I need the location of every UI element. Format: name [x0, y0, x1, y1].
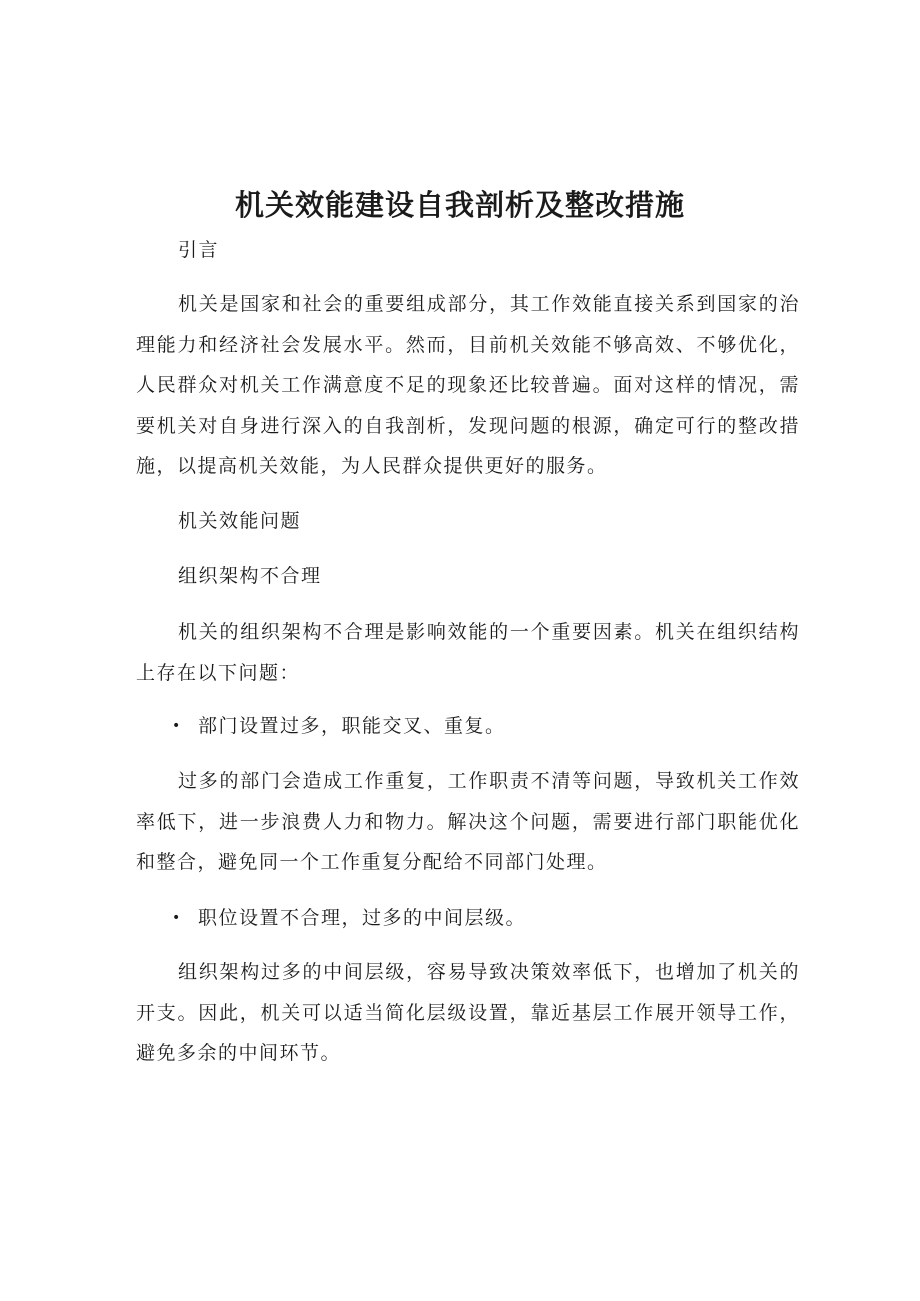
bullet-2-paragraph: 组织架构过多的中间层级，容易导致决策效率低下，也增加了机关的开支。因此，机关可以适当简化层级设置，靠近基层工作展开领导工作，避免多余的中间环节。	[136, 961, 800, 1064]
document-title: 机关效能建设自我剖析及整改措施	[234, 188, 685, 222]
subsection-paragraph: 机关的组织架构不合理是影响效能的一个重要因素。机关在组织结构上存在以下问题：	[136, 621, 800, 684]
section-heading: 机关效能问题	[178, 510, 302, 532]
intro-heading: 引言	[178, 239, 220, 261]
bullet-item-2	[172, 898, 792, 939]
subsection-heading: 组织架构不合理	[178, 565, 322, 587]
intro-paragraph: 机关是国家和社会的重要组成部分，其工作效能直接关系到国家的治理能力和经济社会发展水平。然而，目前机关效能不够高效、不够优化，人民群众对机关工作满意度不足的现象还比较普遍。面对这样的情况，需要机关对自身进行深入的自我剖析，发现问题的根源，确定可行的整改措施，以提高机关效能，为人民群众提供更好的服务。	[136, 293, 800, 477]
bullet-marker: •	[172, 718, 182, 734]
bullet-marker: •	[172, 910, 182, 926]
bullet-1-paragraph: 过多的部门会造成工作重复，工作职责不清等问题，导致机关工作效率低下，进一步浪费人力和物力。解决这个问题，需要进行部门职能优化和整合，避免同一个工作重复分配给不同部门处理。	[136, 770, 800, 873]
bullet-text: 职位设置不合理，过多的中间层级。	[198, 907, 527, 929]
bullet-text: 部门设置过多，职能交叉、重复。	[198, 715, 506, 737]
bullet-item-1	[172, 706, 792, 747]
